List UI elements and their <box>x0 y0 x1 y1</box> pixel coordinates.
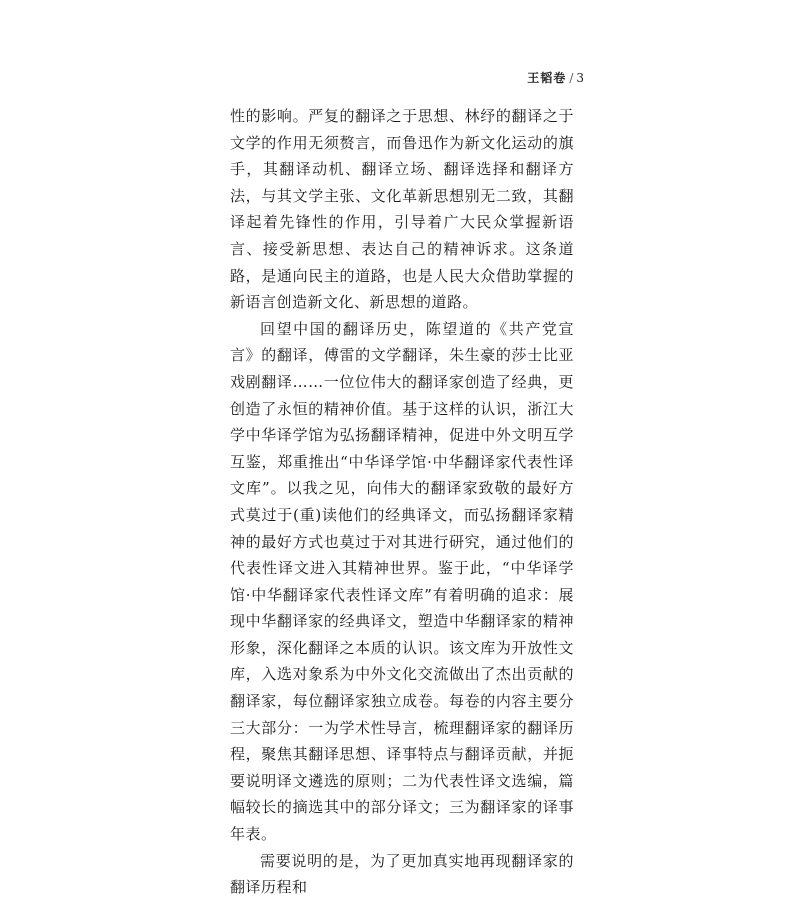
page-number: 3 <box>576 71 584 85</box>
volume-title: 王韬卷 <box>527 71 567 85</box>
paragraph-continuation: 性的影响。严复的翻译之于思想、林纾的翻译之于文学的作用无须赘言，而鲁迅作为新文化运动的旗手，其翻译动机、翻译立场、翻译选择和翻译方法，与其文学主张、文化革新思想别无二致，其翻译起着先锋性的作用，引导着广大民众掌握新语言、接受新思想、表达自己的精神诉求。这条道路，是通向民主的道路，也是人民大众借助掌握的新语言创造新文化、新思想的道路。 <box>230 107 574 312</box>
paragraph-translation-history: 回望中国的翻译历史，陈望道的《共产党宣言》的翻译，傅雷的文学翻译，朱生豪的莎士比亚戏剧翻译……一位位伟大的翻译家创造了经典，更创造了永恒的精神价值。基于这样的认识，浙江大学中华译学馆为弘扬翻译精神，促进中外文明互学互鉴，郑重推出“中华译学馆·中华翻译家代表性译文库”。以我之见，向伟大的翻译家致敬的最好方式莫过于(重)读他们的经典译文，而弘扬翻译家精神的最好方式也莫过于对其进行研究，通过他们的代表性译文进入其精神世界。鉴于此，“中华译学馆·中华翻译家代表性译文库”有着明确的追求：展现中华翻译家的经典译文，塑造中华翻译家的精神形象，深化翻译之本质的认识。该文库为开放性文库，入选对象系为中外文化交流做出了杰出贡献的翻译家，每位翻译家独立成卷。每卷的内容主要分三大部分：一为学术性导言，梳理翻译家的翻译历程，聚焦其翻译思想、译事特点与翻译贡献，并扼要说明译文遴选的原则；二为代表性译文选编，篇幅较长的摘选其中的部分译文；三为翻译家的译事年表。 <box>230 319 574 844</box>
paragraph-explanatory-note: 需要说明的是，为了更加真实地再现翻译家的翻译历程和 <box>230 851 574 897</box>
body-text <box>230 103 574 901</box>
running-header <box>527 70 584 86</box>
header-separator: / <box>569 71 574 85</box>
